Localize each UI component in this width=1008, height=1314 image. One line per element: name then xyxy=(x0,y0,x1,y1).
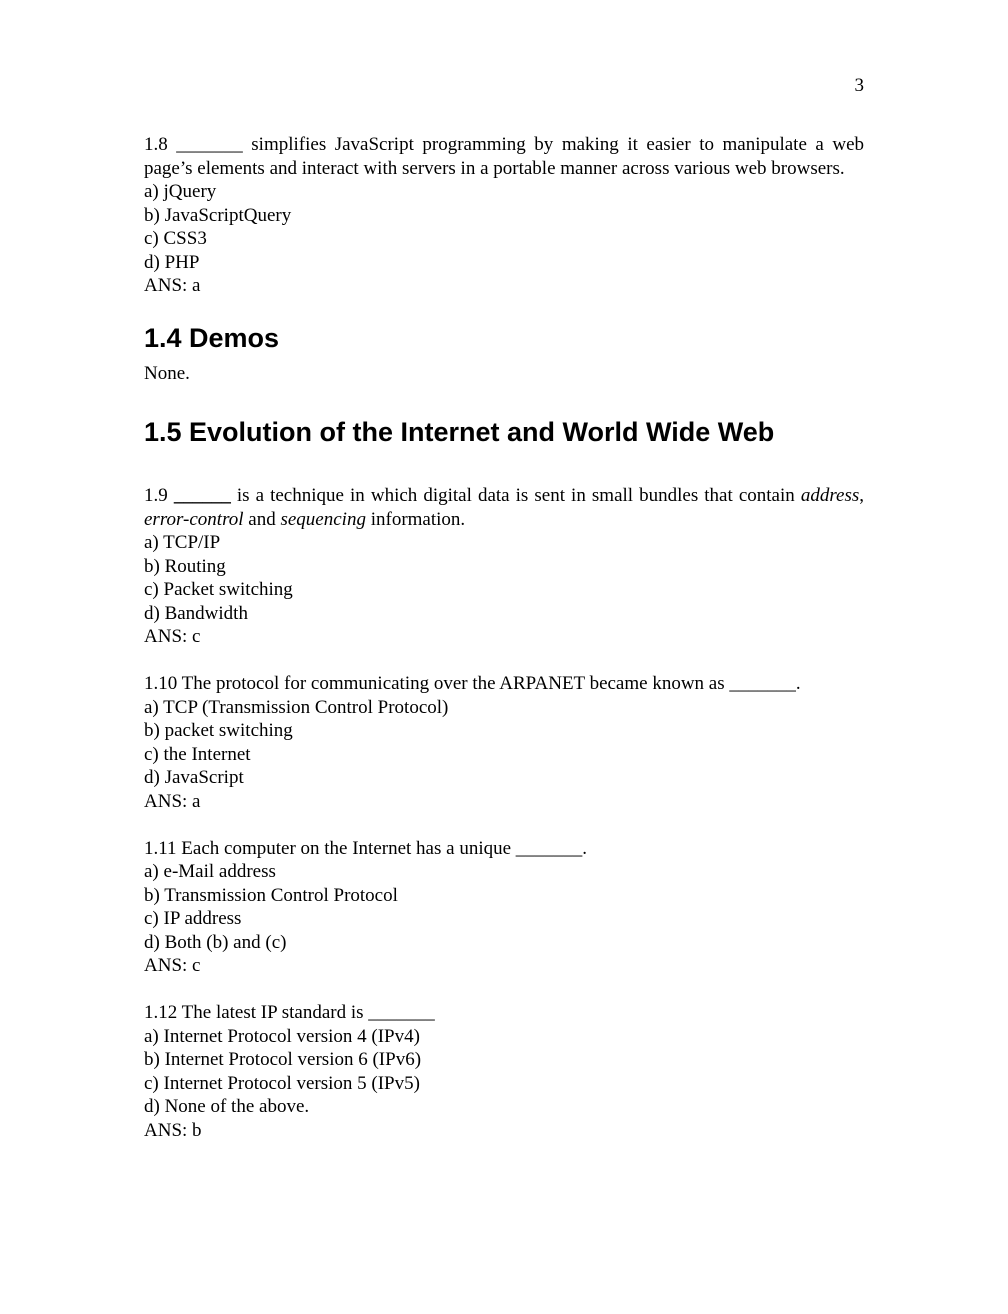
italic-term-sequencing: sequencing xyxy=(280,508,366,530)
answer-line: ANS: b xyxy=(144,1119,202,1141)
option-d: d) Both (b) and (c) xyxy=(144,931,287,953)
option-b: b) Transmission Control Protocol xyxy=(144,884,398,906)
option-c: c) Internet Protocol version 5 (IPv5) xyxy=(144,1072,420,1094)
question-1-12 xyxy=(144,1001,864,1142)
section-heading-evolution: 1.5 Evolution of the Internet and World Wide Web xyxy=(144,417,775,447)
stem-separator: and xyxy=(243,508,281,530)
question-stem xyxy=(144,484,864,531)
option-a: a) TCP (Transmission Control Protocol) xyxy=(144,696,449,718)
answer-line: ANS: c xyxy=(144,626,201,647)
option-b: b) Routing xyxy=(144,555,226,577)
option-c: c) CSS3 xyxy=(144,228,207,249)
option-d: d) Bandwidth xyxy=(144,602,248,624)
option-c: c) IP address xyxy=(144,908,242,929)
question-stem: 1.8 _______ simplifies JavaScript programming by making it easier to manipulate a web page’s elements and interact with servers in a portable manner across various web browsers. xyxy=(144,134,864,179)
option-b: b) Internet Protocol version 6 (IPv6) xyxy=(144,1049,422,1070)
stem-end: information. xyxy=(365,508,466,530)
italic-term-address: address xyxy=(800,485,860,506)
option-a: a) Internet Protocol version 4 (IPv4) xyxy=(144,1025,420,1047)
question-number: 1.9 xyxy=(144,485,174,506)
answer-blank: ______ xyxy=(173,485,231,506)
italic-term-error-control: error-control xyxy=(144,508,244,530)
stem-text: is a technique in which digital data is sent in small bundles that contain xyxy=(230,485,801,506)
option-c: c) the Internet xyxy=(144,743,251,765)
question-1-9 xyxy=(144,484,864,649)
spacer xyxy=(144,978,864,1002)
question-1-8 xyxy=(144,133,864,298)
option-a: a) jQuery xyxy=(144,181,217,202)
option-c: c) Packet switching xyxy=(144,579,293,600)
spacer xyxy=(144,649,864,673)
question-stem: 1.12 The latest IP standard is _______ xyxy=(144,1002,435,1023)
question-1-10 xyxy=(144,672,864,813)
section-demos-body: None. xyxy=(144,362,190,384)
option-b: b) JavaScriptQuery xyxy=(144,204,292,226)
option-d: d) None of the above. xyxy=(144,1096,310,1117)
answer-line: ANS: c xyxy=(144,955,201,976)
page-number: 3 xyxy=(854,75,864,96)
answer-line: ANS: a xyxy=(144,275,201,296)
option-d: d) PHP xyxy=(144,251,200,273)
option-d: d) JavaScript xyxy=(144,767,244,788)
question-stem: 1.11 Each computer on the Internet has a unique _______. xyxy=(144,837,588,859)
stem-separator: , xyxy=(859,485,864,506)
question-1-11 xyxy=(144,837,864,978)
option-b: b) packet switching xyxy=(144,720,293,741)
answer-line: ANS: a xyxy=(144,790,201,812)
section-heading-demos: 1.4 Demos xyxy=(144,322,280,353)
option-a: a) e-Mail address xyxy=(144,861,276,882)
question-stem: 1.10 The protocol for communicating over the ARPANET became known as _______. xyxy=(144,673,801,694)
option-a: a) TCP/IP xyxy=(144,532,221,553)
page-content xyxy=(144,133,864,1142)
spacer xyxy=(144,813,864,837)
